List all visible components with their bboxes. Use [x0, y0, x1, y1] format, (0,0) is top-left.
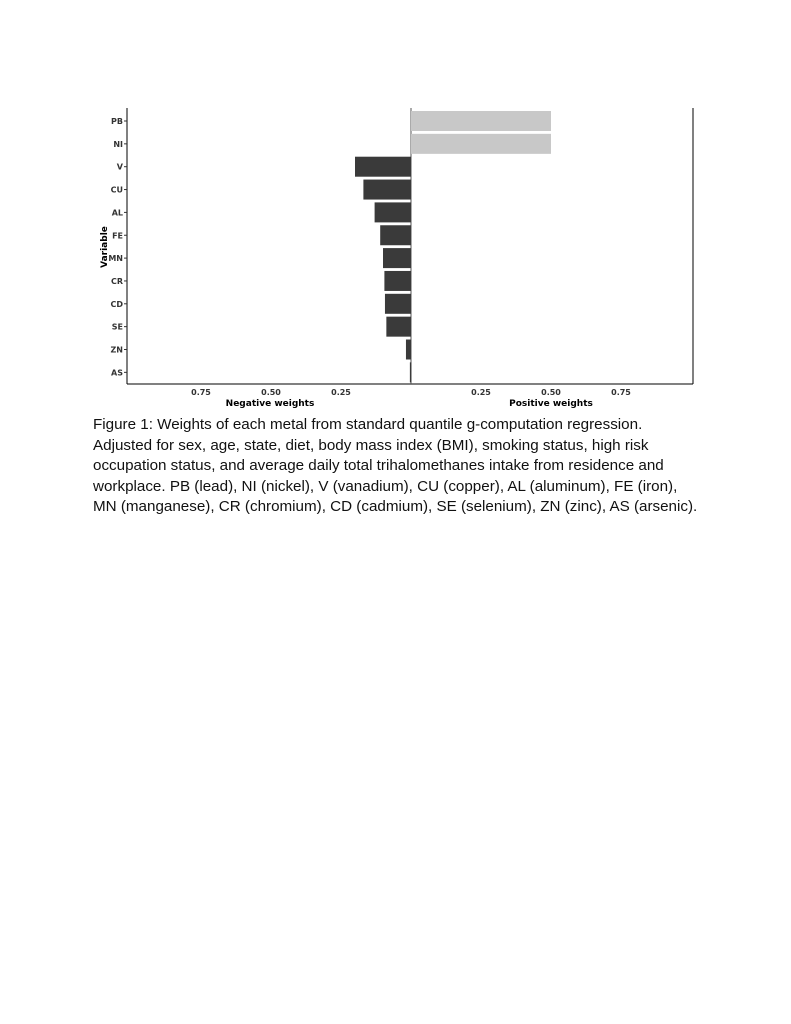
y-tick-label-fe: FE: [112, 231, 123, 241]
x-tick-label-negative: 0.75: [191, 388, 211, 397]
y-axis-title: Variable: [100, 226, 110, 268]
y-tick-label-cu: CU: [110, 185, 123, 195]
y-tick-labels: [108, 117, 127, 377]
x-tick-label-negative: 0.50: [261, 388, 281, 397]
bar-mn: [383, 248, 411, 268]
y-tick-label-ni: NI: [113, 139, 123, 149]
bars-group: [355, 111, 551, 382]
figure-caption: Figure 1: Weights of each metal from standard quantile g-computation regression. Adjusted for sex, age, state, diet, body mass index (BMI), smoking status, high risk occupation status, and average daily total trihalomethanes intake from residence and workplace. PB (lead), NI (nickel), V (vanadium), CU (copper), AL (aluminum), FE (iron), MN (manganese), CR (chromium), CD (cadmium), SE (selenium), ZN (zinc), AS (arsenic).: [93, 416, 698, 515]
y-tick-label-cd: CD: [110, 299, 123, 309]
x-tick-label-negative: 0.25: [331, 388, 351, 397]
x-tick-label-positive: 0.75: [611, 388, 631, 397]
x-tick-label-positive: 0.25: [471, 388, 491, 397]
bar-cr: [384, 271, 411, 291]
y-tick-label-cr: CR: [110, 276, 123, 286]
bar-ni: [411, 134, 551, 154]
y-tick-label-pb: PB: [111, 117, 123, 126]
bar-zn: [406, 340, 411, 360]
y-tick-label-se: SE: [111, 322, 123, 332]
y-tick-label-v: V: [116, 162, 123, 172]
bar-se: [386, 317, 411, 337]
bar-al: [375, 202, 411, 222]
y-tick-label-as: AS: [111, 368, 123, 378]
bar-v: [355, 157, 411, 177]
bar-as: [410, 362, 412, 382]
weights-chart: [0, 0, 791, 410]
bar-pb: [411, 111, 551, 131]
bar-cu: [363, 180, 411, 200]
y-tick-label-mn: MN: [108, 254, 123, 264]
bar-cd: [385, 294, 411, 314]
negative-axis-title: Negative weights: [225, 399, 315, 409]
x-tick-labels: [191, 388, 631, 397]
positive-axis-title: Positive weights: [509, 399, 593, 409]
y-tick-label-zn: ZN: [110, 345, 123, 355]
y-tick-label-al: AL: [111, 208, 123, 218]
x-tick-label-positive: 0.50: [541, 388, 561, 397]
bar-fe: [380, 225, 411, 245]
